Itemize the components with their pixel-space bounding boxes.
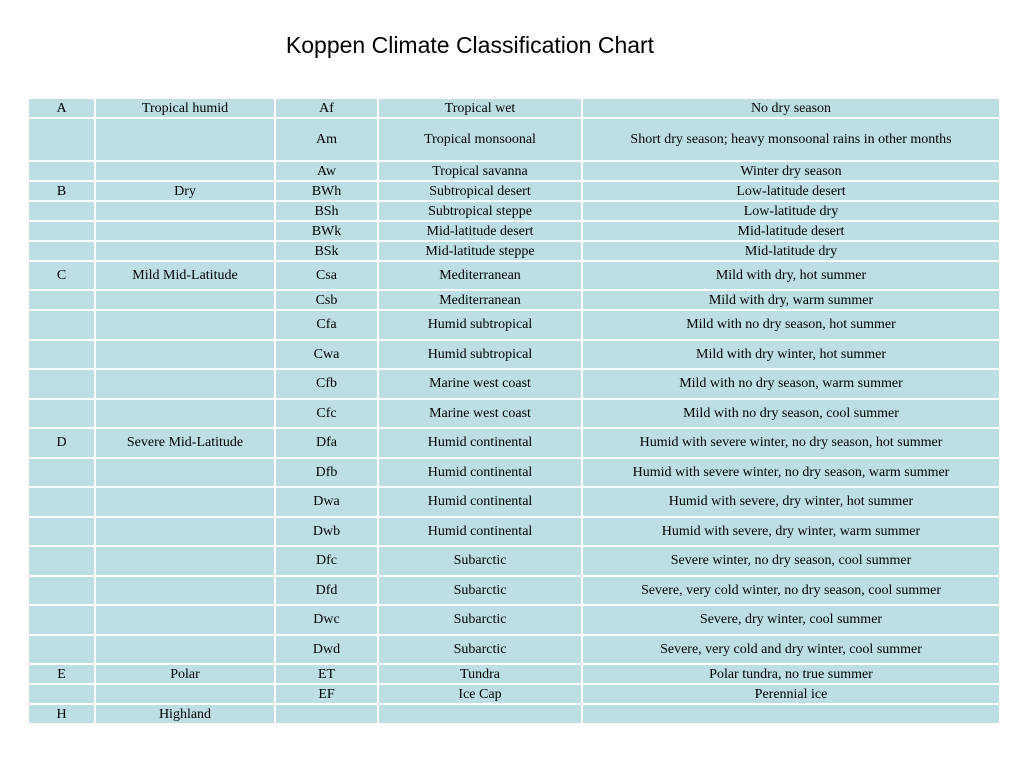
table-row	[28, 458, 1000, 488]
code-cell: BSh	[275, 201, 378, 221]
table-row	[28, 310, 1000, 340]
code-cell: Am	[275, 118, 378, 161]
group-cell: C	[28, 261, 95, 290]
group-name-cell	[95, 310, 275, 340]
group-cell	[28, 487, 95, 517]
code-cell: Dwd	[275, 635, 378, 665]
table-row	[28, 221, 1000, 241]
group-cell: H	[28, 704, 95, 724]
climate-type-cell: Tropical monsoonal	[378, 118, 582, 161]
climate-type-cell: Humid continental	[378, 517, 582, 547]
description-cell: Severe winter, no dry season, cool summer	[582, 546, 1000, 576]
group-cell: B	[28, 181, 95, 201]
climate-type-cell	[378, 704, 582, 724]
group-name-cell: Dry	[95, 181, 275, 201]
group-name-cell	[95, 635, 275, 665]
climate-type-cell: Tropical wet	[378, 98, 582, 118]
code-cell: Dwc	[275, 605, 378, 635]
climate-type-cell: Tundra	[378, 664, 582, 684]
table-row	[28, 546, 1000, 576]
group-name-cell	[95, 487, 275, 517]
code-cell: BWk	[275, 221, 378, 241]
table-row	[28, 98, 1000, 118]
climate-type-cell: Mediterranean	[378, 290, 582, 310]
group-name-cell	[95, 221, 275, 241]
climate-type-cell: Subarctic	[378, 576, 582, 606]
table-row	[28, 635, 1000, 665]
group-name-cell	[95, 684, 275, 704]
group-cell	[28, 310, 95, 340]
table-row	[28, 118, 1000, 161]
description-cell: Mild with no dry season, warm summer	[582, 369, 1000, 399]
climate-type-cell: Humid subtropical	[378, 310, 582, 340]
group-cell	[28, 241, 95, 261]
table-row	[28, 704, 1000, 724]
group-cell	[28, 201, 95, 221]
group-cell: A	[28, 98, 95, 118]
table-row	[28, 576, 1000, 606]
group-cell	[28, 290, 95, 310]
code-cell: Dfd	[275, 576, 378, 606]
code-cell: Cwa	[275, 340, 378, 370]
group-cell	[28, 517, 95, 547]
code-cell: Cfb	[275, 369, 378, 399]
page-title: Koppen Climate Classification Chart	[285, 32, 655, 58]
table-row	[28, 664, 1000, 684]
description-cell: Severe, dry winter, cool summer	[582, 605, 1000, 635]
code-cell: Dfc	[275, 546, 378, 576]
group-cell: D	[28, 428, 95, 458]
group-name-cell: Polar	[95, 664, 275, 684]
description-cell: Short dry season; heavy monsoonal rains in other months	[582, 118, 1000, 161]
climate-type-cell: Humid continental	[378, 428, 582, 458]
group-cell	[28, 458, 95, 488]
climate-type-cell: Subtropical steppe	[378, 201, 582, 221]
table-row	[28, 399, 1000, 429]
group-name-cell: Mild Mid-Latitude	[95, 261, 275, 290]
description-cell: Mild with dry, hot summer	[582, 261, 1000, 290]
group-cell	[28, 161, 95, 181]
group-name-cell	[95, 290, 275, 310]
code-cell: Cfa	[275, 310, 378, 340]
group-name-cell	[95, 517, 275, 547]
description-cell: Mild with dry winter, hot summer	[582, 340, 1000, 370]
table-row	[28, 369, 1000, 399]
group-name-cell	[95, 369, 275, 399]
code-cell: Dfb	[275, 458, 378, 488]
group-name-cell: Highland	[95, 704, 275, 724]
climate-type-cell: Mid-latitude desert	[378, 221, 582, 241]
group-cell	[28, 340, 95, 370]
code-cell: EF	[275, 684, 378, 704]
table-row	[28, 487, 1000, 517]
code-cell: Dfa	[275, 428, 378, 458]
code-cell: ET	[275, 664, 378, 684]
group-name-cell: Severe Mid-Latitude	[95, 428, 275, 458]
climate-type-cell: Subarctic	[378, 635, 582, 665]
description-cell: Humid with severe winter, no dry season, hot summer	[582, 428, 1000, 458]
description-cell: Polar tundra, no true summer	[582, 664, 1000, 684]
group-name-cell	[95, 399, 275, 429]
climate-type-cell: Humid continental	[378, 487, 582, 517]
climate-type-cell: Humid subtropical	[378, 340, 582, 370]
group-name-cell	[95, 546, 275, 576]
description-cell: Mild with no dry season, cool summer	[582, 399, 1000, 429]
description-cell: Severe, very cold and dry winter, cool summer	[582, 635, 1000, 665]
table-row	[28, 161, 1000, 181]
code-cell: Aw	[275, 161, 378, 181]
description-cell: Humid with severe, dry winter, hot summer	[582, 487, 1000, 517]
group-cell	[28, 221, 95, 241]
code-cell: Cfc	[275, 399, 378, 429]
group-name-cell	[95, 241, 275, 261]
code-cell: Csb	[275, 290, 378, 310]
group-cell	[28, 118, 95, 161]
code-cell: Af	[275, 98, 378, 118]
group-cell	[28, 399, 95, 429]
climate-type-cell: Marine west coast	[378, 369, 582, 399]
climate-table-container	[27, 97, 999, 725]
group-name-cell	[95, 161, 275, 181]
climate-table	[27, 97, 1001, 725]
table-row	[28, 181, 1000, 201]
group-name-cell	[95, 340, 275, 370]
climate-type-cell: Subarctic	[378, 605, 582, 635]
description-cell: Low-latitude dry	[582, 201, 1000, 221]
group-name-cell: Tropical humid	[95, 98, 275, 118]
group-cell	[28, 684, 95, 704]
climate-type-cell: Ice Cap	[378, 684, 582, 704]
table-row	[28, 290, 1000, 310]
code-cell	[275, 704, 378, 724]
group-cell	[28, 576, 95, 606]
table-row	[28, 517, 1000, 547]
description-cell: Humid with severe winter, no dry season, warm summer	[582, 458, 1000, 488]
table-row	[28, 261, 1000, 290]
description-cell: Low-latitude desert	[582, 181, 1000, 201]
description-cell: Mild with no dry season, hot summer	[582, 310, 1000, 340]
group-cell	[28, 369, 95, 399]
code-cell: Dwb	[275, 517, 378, 547]
code-cell: Csa	[275, 261, 378, 290]
description-cell: Mid-latitude desert	[582, 221, 1000, 241]
climate-type-cell: Mediterranean	[378, 261, 582, 290]
description-cell: No dry season	[582, 98, 1000, 118]
climate-type-cell: Humid continental	[378, 458, 582, 488]
table-row	[28, 201, 1000, 221]
table-row	[28, 684, 1000, 704]
group-cell	[28, 635, 95, 665]
climate-type-cell: Subtropical desert	[378, 181, 582, 201]
group-name-cell	[95, 605, 275, 635]
group-cell	[28, 546, 95, 576]
group-name-cell	[95, 201, 275, 221]
description-cell	[582, 704, 1000, 724]
description-cell: Perennial ice	[582, 684, 1000, 704]
table-body	[28, 98, 1000, 724]
group-name-cell	[95, 458, 275, 488]
description-cell: Severe, very cold winter, no dry season, cool summer	[582, 576, 1000, 606]
climate-type-cell: Marine west coast	[378, 399, 582, 429]
group-name-cell	[95, 118, 275, 161]
table-row	[28, 340, 1000, 370]
group-cell	[28, 605, 95, 635]
climate-type-cell: Tropical savanna	[378, 161, 582, 181]
group-cell: E	[28, 664, 95, 684]
climate-type-cell: Mid-latitude steppe	[378, 241, 582, 261]
description-cell: Winter dry season	[582, 161, 1000, 181]
code-cell: Dwa	[275, 487, 378, 517]
table-row	[28, 428, 1000, 458]
code-cell: BSk	[275, 241, 378, 261]
table-row	[28, 241, 1000, 261]
description-cell: Humid with severe, dry winter, warm summer	[582, 517, 1000, 547]
code-cell: BWh	[275, 181, 378, 201]
description-cell: Mid-latitude dry	[582, 241, 1000, 261]
description-cell: Mild with dry, warm summer	[582, 290, 1000, 310]
table-row	[28, 605, 1000, 635]
group-name-cell	[95, 576, 275, 606]
climate-type-cell: Subarctic	[378, 546, 582, 576]
